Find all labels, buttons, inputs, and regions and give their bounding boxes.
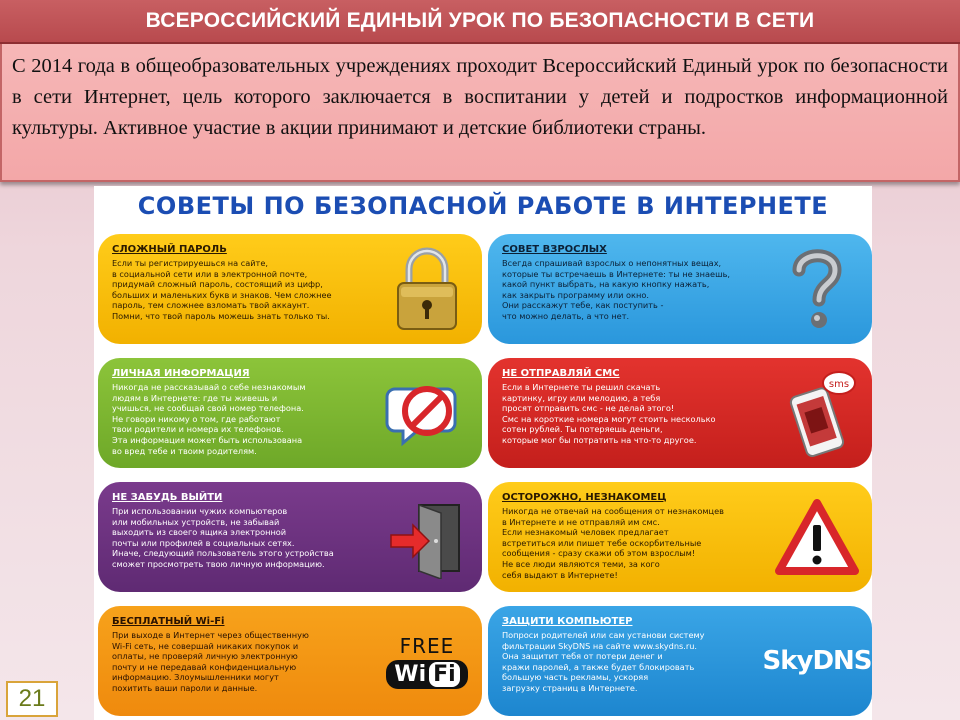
card-title: СОВЕТ ВЗРОСЛЫХ: [502, 244, 607, 255]
card-title: ОСТОРОЖНО, НЕЗНАКОМЕЦ: [502, 492, 667, 503]
card-text: Никогда не отвечай на сообщения от незнакомцев в Интернете и не отправляй им смс. Если незнакомый человек предлагает встретиться или пишет тебе оскорбительные сообщения - сразу скажи об этом взрослым! Не все люди являются теми, за кого себя выдают в Интернете!: [502, 506, 724, 580]
wifi-logo-wi: Wi: [394, 661, 427, 687]
intro-text: С 2014 года в общеобразовательных учреждениях проходит Всероссийский Единый урок по безопасности в сети Интернет, цель которого заключается в воспитании у детей и подростков информационной культуры. Активное участие в акции принимают и детские библиотеки страны.: [12, 55, 948, 139]
card-title: ЗАЩИТИ КОМПЬЮТЕР: [502, 616, 633, 627]
wifi-free-label: FREE: [399, 633, 455, 658]
card-text: При использовании чужих компьютеров или мобильных устройств, не забывай выходить из своего ящика электронной почты или профилей в социальных сетях. Иначе, следующий пользователь этого устройства сможет просмотреть твою личную информацию.: [112, 506, 334, 569]
card-free-wifi: [98, 606, 482, 716]
question-mark-icon: [772, 242, 862, 336]
card-personal-info: [98, 358, 482, 468]
card-stranger-warning: [488, 482, 872, 592]
poster-heading: СОВЕТЫ ПО БЕЗОПАСНОЙ РАБОТЕ В ИНТЕРНЕТЕ: [137, 192, 829, 220]
card-text: При выходе в Интернет через общественную Wi-Fi сеть, не совершай никаких покупок и оплаты, не проверяй личную электронную почту и не передавай конфиденциальную информацию. Злоумышленники могут похитить ваши пароли и данные.: [112, 630, 309, 693]
no-chat-icon: [382, 366, 472, 460]
card-title: ЛИЧНАЯ ИНФОРМАЦИЯ: [112, 368, 250, 379]
intro-box: [0, 44, 960, 182]
wifi-logo: [386, 660, 467, 689]
slide-title-bar: [0, 0, 960, 44]
free-wifi-icon: [382, 614, 472, 708]
card-text: Попроси родителей или сам установи систему фильтрации SkyDNS на сайте www.skydns.ru. Она защитит тебя от потери денег и кражи паролей, а также будет блокировать большую часть рекламы, ускоряя загрузку страниц в Интернете.: [502, 630, 705, 693]
card-title: НЕ ЗАБУДЬ ВЫЙТИ: [112, 492, 223, 503]
card-title: НЕ ОТПРАВЛЯЙ СМС: [502, 368, 620, 379]
card-no-sms: [488, 358, 872, 468]
card-complex-password: [98, 234, 482, 344]
wifi-logo-fi: Fi: [429, 662, 460, 687]
warning-triangle-icon: [772, 490, 862, 584]
exit-door-icon: [382, 490, 472, 584]
skydns-logo-icon: [762, 614, 872, 708]
card-log-out: [98, 482, 482, 592]
card-adult-advice: [488, 234, 872, 344]
card-text: Если ты регистрируешься на сайте, в социальной сети или в электронной почте, придумай сложный пароль, состоящий из цифр, больших и маленьких букв и знаков. Чем сложнее пароль, тем сложнее взломать твой аккаунт. Помни, что твой пароль можешь знать только ты.: [112, 258, 332, 321]
card-text: Всегда спрашивай взрослых о непонятных вещах, которые ты встречаешь в Интернете: ты не знаешь, какой пункт выбрать, на какую кнопку нажать, как закрыть программу или окно. Они расскажут тебе, как поступить - что можно делать, а что нет.: [502, 258, 730, 321]
sms-badge: sms: [828, 379, 850, 390]
page-number: 21: [6, 681, 58, 717]
card-title: СЛОЖНЫЙ ПАРОЛЬ: [112, 244, 227, 255]
card-title: БЕСПЛАТНЫЙ Wi-Fi: [112, 616, 225, 627]
card-protect-computer: [488, 606, 872, 716]
card-text: Если в Интернете ты решил скачать картинку, игру или мелодию, а тебя просят отправить смс - не делай этого! Смс на короткие номера могут стоить несколько сотен рублей. Ты потеряешь деньги, которые мог бы потратить на что-то другое.: [502, 382, 716, 445]
slide-title: ВСЕРОССИЙСКИЙ ЕДИНЫЙ УРОК ПО БЕЗОПАСНОСТИ В СЕТИ: [145, 9, 815, 32]
card-text: Никогда не рассказывай о себе незнакомым людям в Интернете: где ты живешь и учишься, не сообщай свой номер телефона. Не говори никому о том, где работают твои родители и номера их телефонов. Эта информация может быть использована во вред тебе и твоим родителям.: [112, 382, 306, 456]
skydns-logo: SkyDNS: [762, 646, 872, 676]
safety-poster: [94, 186, 872, 720]
padlock-icon: [382, 242, 472, 336]
phone-sms-icon: [772, 366, 862, 460]
